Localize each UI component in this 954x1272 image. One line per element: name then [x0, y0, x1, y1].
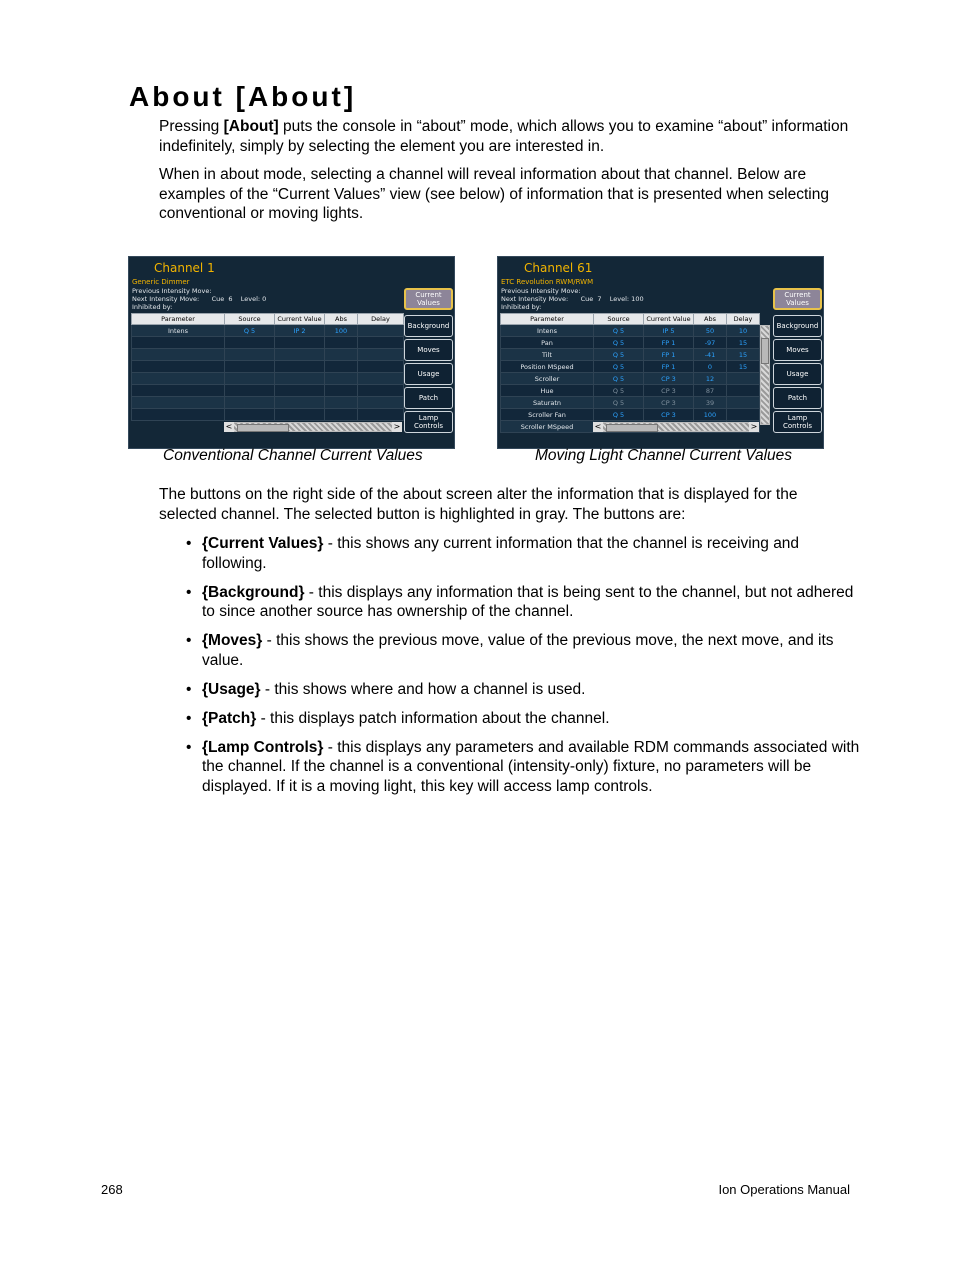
table-cell: Q 5 — [594, 397, 644, 409]
table-cell: 15 — [727, 349, 760, 361]
table-cell: CP 3 — [644, 385, 694, 397]
table-cell: 50 — [694, 325, 727, 337]
bullet-icon: • — [186, 709, 192, 727]
lamp-controls-button[interactable]: Lamp Controls — [773, 411, 822, 433]
usage-button[interactable]: Usage — [773, 363, 822, 385]
table-row[interactable] — [501, 349, 760, 361]
table-cell: Q 5 — [594, 385, 644, 397]
table-cell — [727, 397, 760, 409]
table-cell — [132, 349, 225, 361]
table-cell: Pan — [501, 337, 594, 349]
table-cell: IP 5 — [644, 325, 694, 337]
table-cell: 15 — [727, 337, 760, 349]
button-name: {Usage} — [202, 680, 261, 698]
table-cell: 39 — [694, 397, 727, 409]
table-cell — [132, 361, 225, 373]
table-cell: CP 3 — [644, 409, 694, 421]
scroll-left-icon[interactable]: < — [594, 422, 602, 431]
button-description: - this displays any parameters and available RDM commands associated with the channel. If the channel is a conventional (intensity-only) fixture, no parameters will be displayed. If it is a moving light, this key will access lamp controls. — [202, 738, 860, 795]
table-cell — [727, 385, 760, 397]
table-cell — [358, 385, 404, 397]
table-row[interactable] — [501, 397, 760, 409]
about-key: [About] — [223, 118, 279, 135]
table-row[interactable] — [132, 397, 404, 409]
table-cell: FP 1 — [644, 361, 694, 373]
col-header: Delay — [727, 314, 760, 325]
list-item — [186, 534, 861, 573]
table-cell — [275, 361, 325, 373]
table-cell — [325, 361, 358, 373]
table-cell: Q 5 — [594, 337, 644, 349]
table-cell: Intens — [132, 325, 225, 337]
figure-caption: Moving Light Channel Current Values — [535, 447, 793, 464]
channel-title: Channel 61 — [524, 261, 593, 275]
table-cell: 100 — [694, 409, 727, 421]
bullet-icon: • — [186, 583, 192, 601]
table-cell — [325, 373, 358, 385]
info-line: Next Intensity Move: Cue 7 Level: 100 — [501, 295, 644, 303]
table-cell — [225, 349, 275, 361]
table-cell: 100 — [325, 325, 358, 337]
col-header: Parameter — [501, 314, 594, 325]
info-line: Previous Intensity Move: — [132, 287, 212, 295]
button-description: - this shows the previous move, value of the previous move, the next move, and its value. — [202, 632, 834, 669]
lamp-controls-button[interactable]: Lamp Controls — [404, 411, 453, 433]
table-row[interactable] — [132, 373, 404, 385]
table-cell — [727, 409, 760, 421]
table-cell — [225, 409, 275, 421]
bullet-icon: • — [186, 535, 192, 552]
table-cell — [225, 361, 275, 373]
scroll-thumb[interactable] — [606, 424, 658, 432]
button-description: - this displays patch information about the channel. — [256, 709, 610, 727]
info-line: Inhibited by: — [132, 303, 173, 311]
patch-button[interactable]: Patch — [773, 387, 822, 409]
table-cell — [132, 337, 225, 349]
button-description: - this shows any current information that the channel is receiving and following. — [202, 535, 800, 572]
table-cell — [727, 373, 760, 385]
table-cell — [275, 397, 325, 409]
table-cell: Q 5 — [594, 349, 644, 361]
table-cell: Q 5 — [594, 373, 644, 385]
intensity-info — [132, 287, 266, 311]
table-cell: Q 5 — [594, 325, 644, 337]
list-item — [186, 709, 861, 729]
table-cell — [325, 385, 358, 397]
info-line: Previous Intensity Move: — [501, 287, 581, 295]
table-cell: Saturatn — [501, 397, 594, 409]
col-header: Abs — [694, 314, 727, 325]
table-cell — [132, 373, 225, 385]
table-cell — [275, 349, 325, 361]
background-button[interactable]: Background — [773, 315, 822, 337]
table-cell — [358, 349, 404, 361]
page-title: About [About] — [129, 81, 357, 112]
table-cell — [358, 397, 404, 409]
table-row[interactable] — [132, 385, 404, 397]
table-cell: Intens — [501, 325, 594, 337]
table-cell — [325, 397, 358, 409]
table-cell: Q 5 — [225, 325, 275, 337]
background-button[interactable]: Background — [404, 315, 453, 337]
table-cell — [225, 385, 275, 397]
values-table — [500, 313, 760, 433]
table-cell — [132, 385, 225, 397]
table-cell: CP 3 — [644, 373, 694, 385]
table-cell — [132, 397, 225, 409]
usage-button[interactable]: Usage — [404, 363, 453, 385]
table-cell: FP 1 — [644, 349, 694, 361]
horizontal-scrollbar[interactable] — [593, 422, 759, 432]
table-cell: Hue — [501, 385, 594, 397]
bullet-icon: • — [186, 680, 192, 698]
table-row[interactable] — [132, 325, 404, 337]
bullet-icon: • — [186, 738, 192, 756]
table-cell — [358, 361, 404, 373]
moves-button[interactable]: Moves — [404, 339, 453, 361]
scroll-right-icon[interactable]: > — [393, 422, 401, 431]
values-table — [131, 313, 404, 421]
table-cell: 15 — [727, 361, 760, 373]
list-item — [186, 583, 861, 622]
button-name: {Current Values} — [202, 535, 324, 552]
current-values-button[interactable]: Current Values — [404, 288, 453, 310]
table-cell — [325, 349, 358, 361]
button-name: {Patch} — [202, 709, 257, 727]
list-item — [186, 738, 861, 797]
button-name: {Background} — [202, 583, 305, 601]
table-row[interactable] — [501, 373, 760, 385]
list-item — [186, 680, 861, 700]
table-cell: CP 3 — [644, 397, 694, 409]
col-header: Source — [225, 314, 275, 325]
button-description: - this shows where and how a channel is used. — [260, 680, 586, 698]
table-row[interactable] — [501, 361, 760, 373]
scroll-left-icon[interactable]: < — [225, 422, 233, 431]
table-cell: 12 — [694, 373, 727, 385]
moves-button[interactable]: Moves — [773, 339, 822, 361]
table-cell — [358, 409, 404, 421]
table-cell — [132, 409, 225, 421]
fixture-type: ETC Revolution RWM/RWM — [501, 278, 594, 286]
table-row[interactable] — [501, 385, 760, 397]
col-header: Current Value — [275, 314, 325, 325]
table-cell — [275, 385, 325, 397]
table-row[interactable] — [132, 349, 404, 361]
table-cell: -41 — [694, 349, 727, 361]
manual-title: Ion Operations Manual — [718, 1182, 850, 1197]
intro-text: Pressing — [159, 118, 224, 135]
info-line: Next Intensity Move: Cue 6 Level: 0 — [132, 295, 267, 303]
col-header: Delay — [358, 314, 404, 325]
buttons-intro: The buttons on the right side of the about screen alter the information that is displayed for the selected channel. The selected button is highlighted in gray. The buttons are: — [159, 486, 798, 523]
table-cell — [275, 409, 325, 421]
button-name: {Moves} — [202, 632, 263, 649]
list-item — [186, 631, 861, 670]
table-cell — [358, 373, 404, 385]
intro-paragraph-2: When in about mode, selecting a channel will reveal information about that channel. Below are examples of the “Current Values” view (see below) of information that is presented when selecting conventional or moving lights. — [159, 166, 829, 222]
table-cell — [225, 337, 275, 349]
current-values-button[interactable]: Current Values — [773, 288, 822, 310]
table-cell — [358, 337, 404, 349]
bullet-icon: • — [186, 632, 192, 649]
col-header: Parameter — [132, 314, 225, 325]
table-cell: Scroller — [501, 373, 594, 385]
table-cell: FP 1 — [644, 337, 694, 349]
button-name: {Lamp Controls} — [202, 738, 324, 756]
scroll-thumb[interactable] — [237, 424, 289, 432]
table-cell: 0 — [694, 361, 727, 373]
moving-light-screen — [497, 256, 824, 449]
table-cell — [225, 373, 275, 385]
info-line: Inhibited by: — [501, 303, 542, 311]
intensity-info — [501, 287, 644, 311]
table-row[interactable] — [501, 325, 760, 337]
table-row[interactable] — [132, 337, 404, 349]
table-cell: Scroller MSpeed — [501, 421, 594, 433]
button-description: - this displays any information that is being sent to the channel, but not adhered to since another source has ownership of the channel. — [202, 583, 854, 620]
table-cell: -97 — [694, 337, 727, 349]
channel-title: Channel 1 — [154, 261, 215, 275]
scroll-thumb[interactable] — [761, 338, 769, 364]
figure-caption: Conventional Channel Current Values — [163, 447, 423, 464]
table-cell: Q 5 — [594, 361, 644, 373]
scroll-right-icon[interactable]: > — [750, 422, 758, 431]
col-header: Source — [594, 314, 644, 325]
table-cell — [225, 397, 275, 409]
table-cell — [275, 337, 325, 349]
intro-text: puts the console in “about” mode, which allows you to examine “about” information indefinitely, simply by selecting the element you are interested in. — [159, 118, 849, 155]
table-cell — [325, 409, 358, 421]
table-cell: Q 5 — [594, 409, 644, 421]
col-header: Current Value — [644, 314, 694, 325]
fixture-type: Generic Dimmer — [132, 278, 190, 286]
intro-paragraph-1 — [159, 117, 859, 156]
table-row[interactable] — [132, 409, 404, 421]
conventional-channel-screen — [128, 256, 455, 449]
table-row[interactable] — [132, 361, 404, 373]
table-cell — [325, 337, 358, 349]
horizontal-scrollbar[interactable] — [224, 422, 402, 432]
table-row[interactable] — [501, 409, 760, 421]
table-cell: IP 2 — [275, 325, 325, 337]
table-cell: Scroller Fan — [501, 409, 594, 421]
table-cell: Tilt — [501, 349, 594, 361]
table-cell — [358, 325, 404, 337]
button-list — [186, 534, 861, 806]
table-cell: 87 — [694, 385, 727, 397]
table-row[interactable] — [501, 337, 760, 349]
table-cell: 10 — [727, 325, 760, 337]
table-cell — [275, 373, 325, 385]
col-header: Abs — [325, 314, 358, 325]
vertical-scrollbar[interactable] — [760, 325, 770, 425]
page-number: 268 — [101, 1182, 123, 1197]
patch-button[interactable]: Patch — [404, 387, 453, 409]
table-cell: Position MSpeed — [501, 361, 594, 373]
